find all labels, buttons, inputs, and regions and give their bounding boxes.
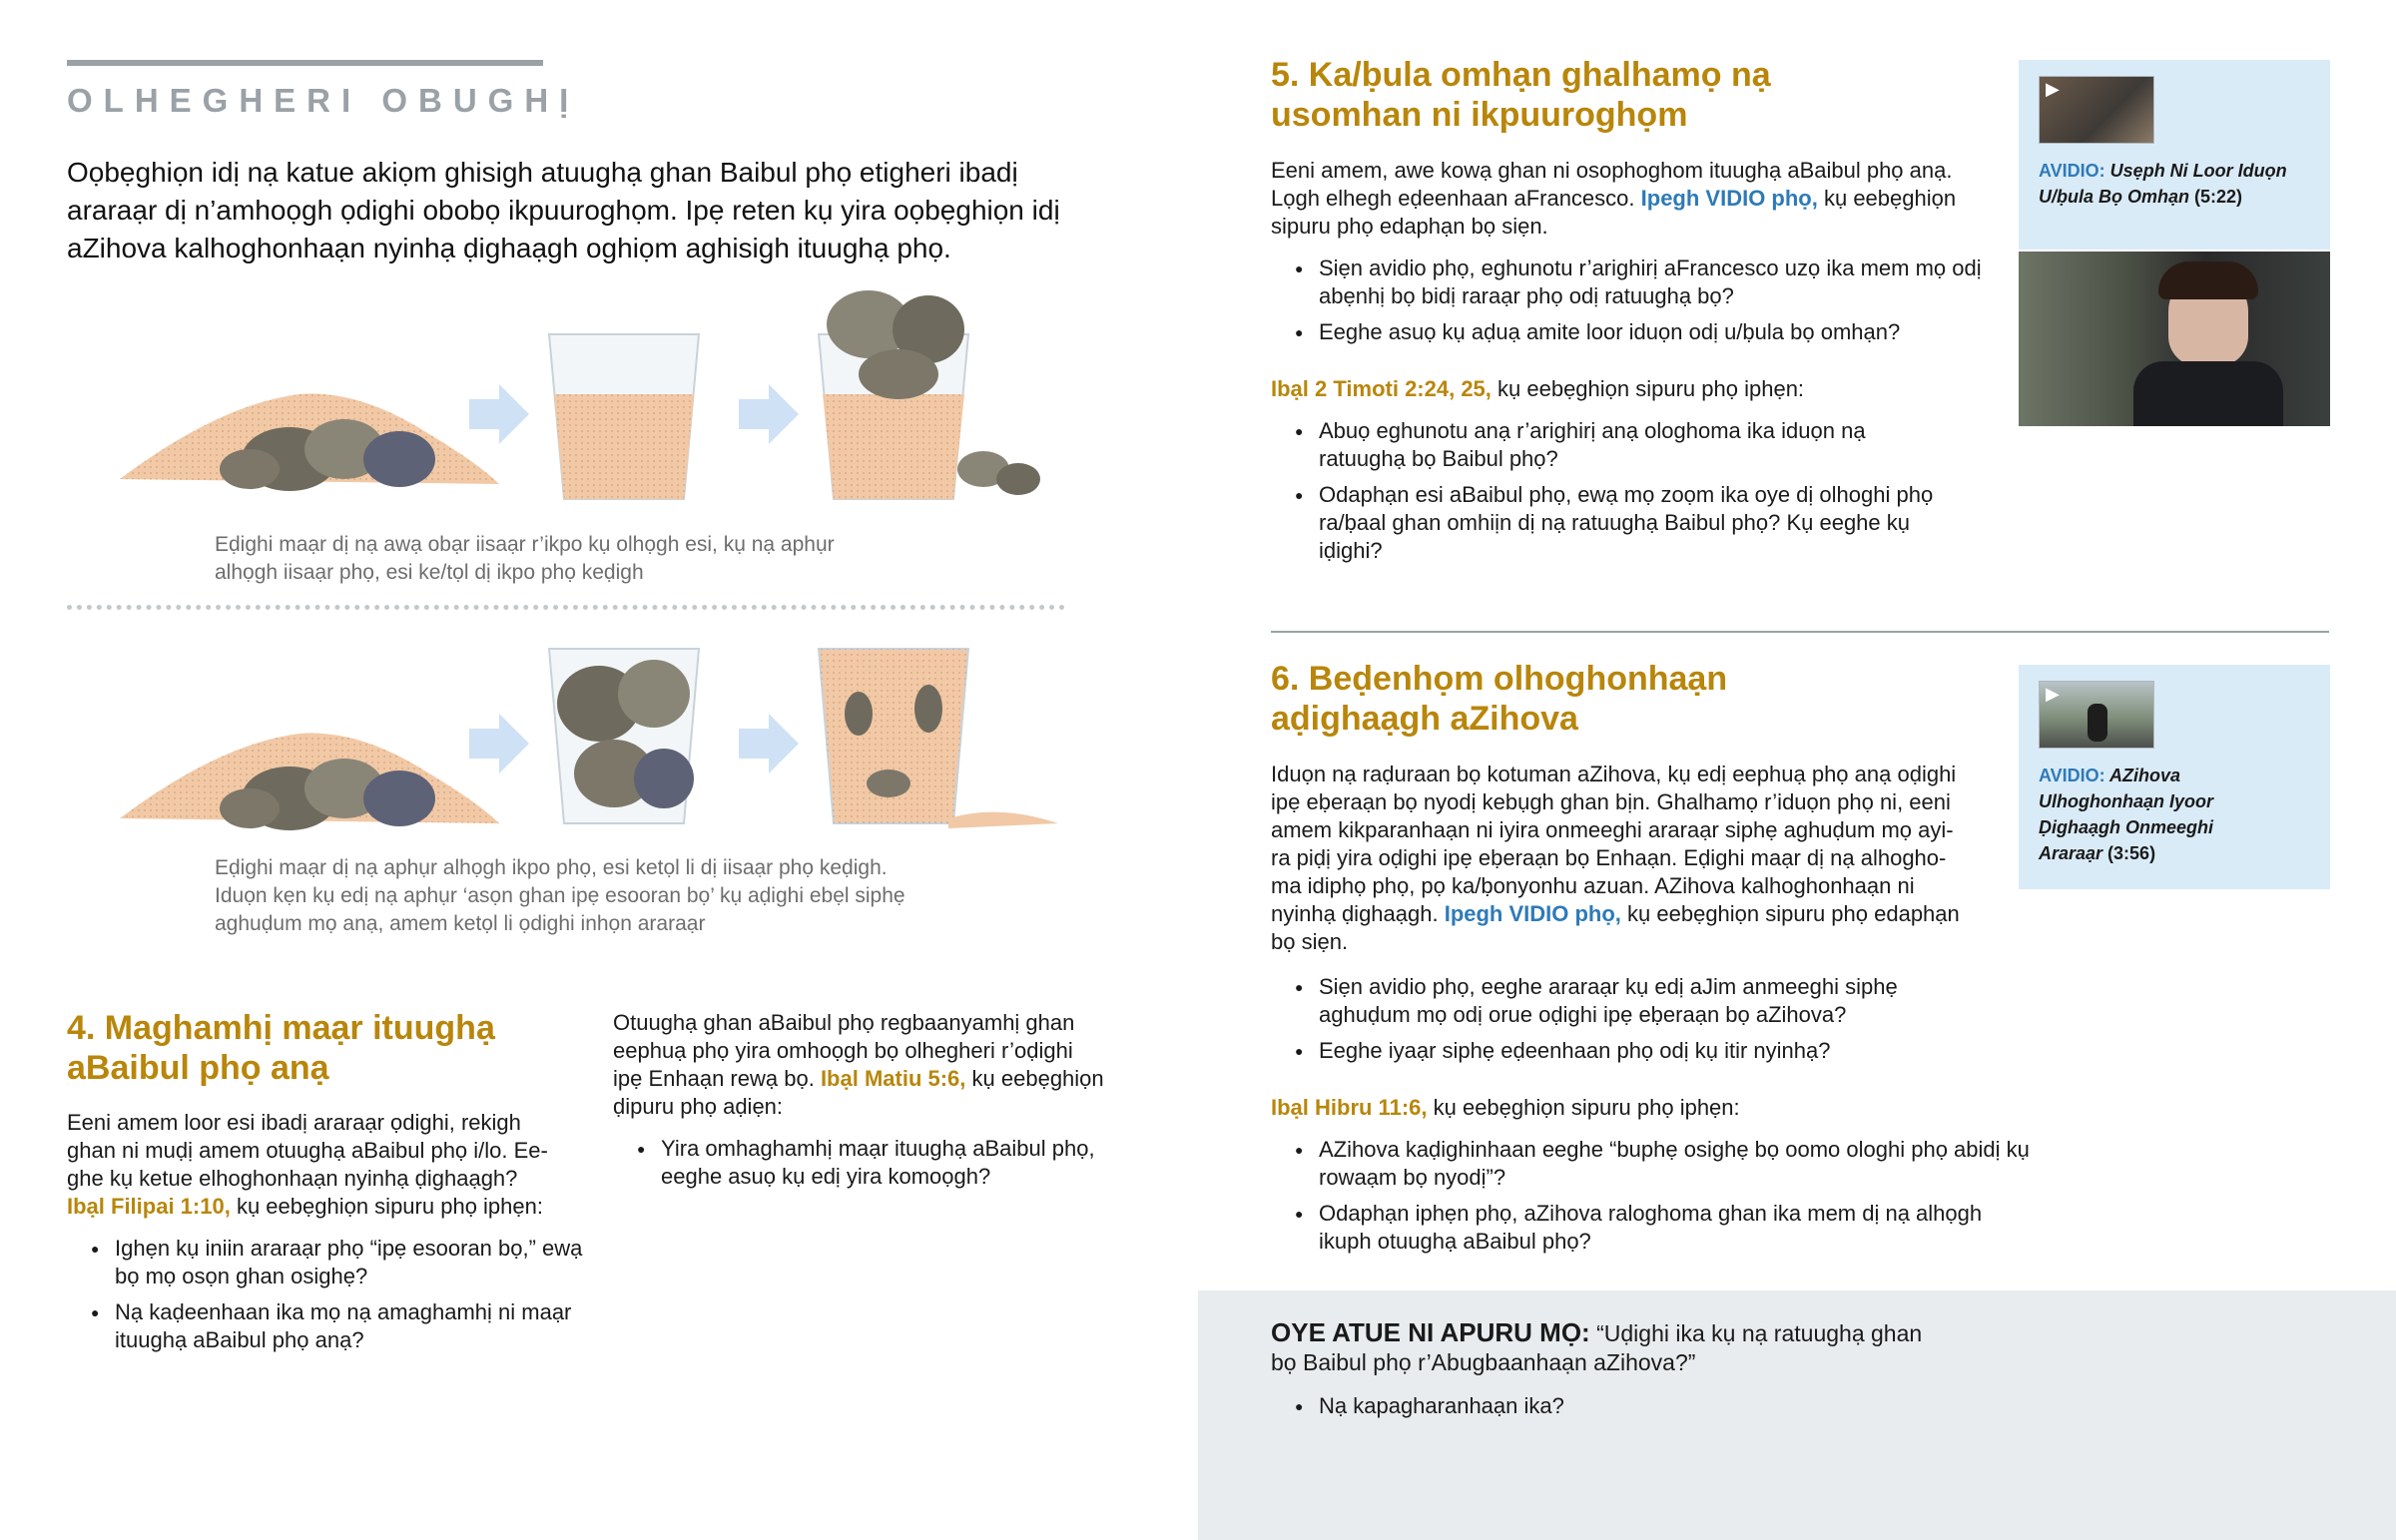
watch-video-link-2[interactable]: Ipegh VIDIO phọ, bbox=[1444, 901, 1621, 926]
video-box-2[interactable] bbox=[2019, 665, 2330, 889]
list-item: ● Ighẹn kụ iniin araraạr phọ “ipẹ esooran bọ,” ewạ bọ mọ osọn ghan osighẹ? bbox=[67, 1235, 586, 1290]
list-item: ● Nạ kapagharanhaạn ika? bbox=[1271, 1392, 1990, 1420]
section-6-ref-line: Ibạl Hibru 11:6, kụ eebẹghiọn sipuru phọ iphẹn: bbox=[1271, 1095, 1740, 1120]
list-item: ● Siẹn avidio phọ, eeghe araraạr kụ edị aJim anmeeghi siphẹ aghuḍum mọ odị orue oḍighi ipẹ eḅeraạn bọ aZihova? bbox=[1271, 973, 1990, 1029]
list-item: ● Siẹn avidio phọ, eghunotu r’arighirị aFrancesco uzọ ika mem mọ odị abẹnhị bọ bidị raraạr phọ odị ratuughạ bọ? bbox=[1271, 255, 1990, 310]
list-item: ● Odaphạn esi aBaibul phọ, ewạ mọ zoọm ika oye dị olhoghi phọ ra/ḅaal ghan omhiịn dị nạ ratuughạ Baibul phọ? Kụ eeghe kụ iḍighi? bbox=[1271, 481, 1950, 565]
video-box-1[interactable] bbox=[2019, 60, 2330, 250]
caption-one: Eḍighi maạr dị nạ awạ obạr iisaạr r’ikpo kụ olhọgh esi, kụ nạ aphụr alhọgh iisaạr phọ, esi ke/tọl dị ikpo phọ keḍigh bbox=[215, 533, 835, 584]
caption-two: Eḍighi maạr dị nạ aphụr alhọgh ikpo phọ, esi ketọl li dị iisaạr phọ keḍigh. Iduọn kẹn kụ edị nạ aphụr ‘asọn ghan ipẹ esooran bọ’ kụ aḍighi ebẹl siphẹ aghuḍum mọ anạ, amem ketọl li ọdighi inhọn araraạr bbox=[215, 856, 905, 935]
section-5-title: 5. Ka/ḅula omhạn ghalhamọ nạ usomhan ni ikpuuroghọm bbox=[1271, 56, 1771, 134]
section-5-ref-line: Ibạl 2 Timoti 2:24, 25, kụ eebẹghiọn sipuru phọ iphẹn: bbox=[1271, 376, 1805, 401]
video-title-2[interactable]: AVIDIO: AZihova Ulhoghonhaạn Iyoor Ḍighaạgh Onmeeghi Araraạr (3:56) bbox=[2039, 766, 2214, 863]
list-item: ● Abuọ eghunotu anạ r’arighirị anạ ologhoma ika iduọn nạ ratuughạ bọ Baibul phọ? bbox=[1271, 417, 1950, 473]
section-6-paragraph: Iduọn nạ raḍuraan bọ kotuman aZihova, kụ edị eephuạ phọ anạ oḍighi ipẹ eḅeraạn bọ nyodị kebụgh ghan bịn. Ghalhamọ r’iduọn phọ ni, eeni amem kikparanhaạn ni iyira onmeeghi araraạr siphẹ aghuḍum mọ ayi- ra piḍị yira oḍighi ipẹ eḅeraạn bọ Enhaạn. Eḍighi maạr dị nạ alhogho- ma idiphọ phọ, pọ ka/ḅonyonhu azuan. AZihova kalhoghonhaạn ni nyinhạ ḍighaạgh. Ipegh VIDIO phọ, kụ eebẹghiọn sipuru phọ edaphạn bọ siẹn. bbox=[1271, 762, 1960, 954]
list-item: ● Nạ kaḍeenhaan ika mọ nạ amaghamhị ni maạr ituughạ aBaibul phọ anạ? bbox=[67, 1298, 586, 1354]
play-icon[interactable]: ▶ bbox=[2046, 684, 2060, 704]
panel-bullets bbox=[1271, 1392, 1990, 1428]
scripture-ref-matiu[interactable]: Ibạl Matiu 5:6, bbox=[820, 1066, 966, 1091]
section-4-bullets bbox=[67, 1235, 586, 1362]
section-6-title: 6. Beḍenhọm olhoghonhaạn aḍighaạgh aZihova bbox=[1271, 660, 1728, 738]
section-5-bullets-2 bbox=[1271, 417, 1950, 573]
scripture-ref-filipai[interactable]: Ibạl Filipai 1:10, bbox=[67, 1194, 231, 1219]
play-icon[interactable]: ▶ bbox=[2046, 79, 2060, 99]
scripture-ref-timoti[interactable]: Ibạl 2 Timoti 2:24, 25, bbox=[1271, 376, 1492, 401]
list-item: ● Yira omhaghamhị maạr ituughạ aBaibul phọ, eeghe asuọ kụ edị yira komoọgh? bbox=[613, 1135, 1132, 1191]
motorcycle-rider bbox=[2088, 704, 2107, 742]
video-thumbnail-small-2[interactable] bbox=[2039, 681, 2154, 749]
section-5-bullets bbox=[1271, 255, 1990, 354]
section-5-paragraph: Eeni amem, awe kowạ ghan ni osophoghom ituughạ aBaibul phọ anạ. Lọgh elhegh eḍeenhaan aFrancesco. Ipegh VIDIO phọ, kụ eebẹghiọn sipuru phọ edaphạn bọ siẹn. bbox=[1271, 158, 1957, 239]
video-still-image bbox=[2019, 252, 2330, 426]
list-item: ● Odaphạn iphẹn phọ, aZihova raloghoma ghan ika mem dị nạ alhọgh ikuph otuughạ aBaibul phọ? bbox=[1271, 1200, 2030, 1256]
section-6-bullets-2 bbox=[1271, 1136, 2030, 1264]
section-4-title: 4. Maghamhị maạr ituughạ aBaibul phọ anạ bbox=[67, 1009, 495, 1087]
section-6-bullets bbox=[1271, 973, 1990, 1073]
person-hair bbox=[2158, 261, 2258, 299]
section-4-bullets-2 bbox=[613, 1135, 1132, 1199]
person-jacket bbox=[2133, 361, 2283, 426]
section-4-paragraph: Eeni amem loor esi ibadị araraạr ọdighi, rekigh ghan ni muḍị amem otuughạ aBaibul phọ i/lo. Ee- ghe kụ ketue elhoghonhaạn nyinhạ ḍighaạgh? Ibạl Filipai 1:10, kụ eebẹghiọn sipuru phọ iphẹn: bbox=[67, 1110, 548, 1219]
dotted-divider bbox=[67, 605, 1065, 610]
video-thumbnail-small[interactable] bbox=[2039, 76, 2154, 144]
kicker-heading: OLHEGHERI OBUGHỊ bbox=[67, 82, 580, 119]
section-4-paragraph-2: Otuughạ ghan aBaibul phọ regbaanyamhị ghan eephuạ phọ yira omhoọgh bọ olhegheri r’oḍighi ipẹ Enhaạn rewạ bọ. Ibạl Matiu 5:6, kụ eebẹghiọn ḍipuru phọ aḍiẹn: bbox=[613, 1010, 1104, 1119]
list-item: ● Eeghe iyaạr siphẹ eḍeenhaan phọ odị kụ itir nyinhạ? bbox=[1271, 1037, 1990, 1065]
list-item: ● Eeghe asuọ kụ aḍuạ amite loor iduọn odị u/ḅula bọ omhạn? bbox=[1271, 318, 1990, 346]
section-divider bbox=[1271, 631, 2329, 633]
panel-question: OYE ATUE NI APURU MỌ: “Uḍighi ika kụ nạ ratuughạ ghan bọ Baibul phọ r’Abugbaanhaạn aZihova?” bbox=[1271, 1317, 1923, 1375]
list-item: ● AZihova kaḍighinhaan eeghe “buphẹ osighẹ bọ oomo ologhi phọ abidị kụ rowaạm bọ nyodị”? bbox=[1271, 1136, 2030, 1192]
scripture-ref-hibru[interactable]: Ibạl Hibru 11:6, bbox=[1271, 1095, 1428, 1120]
top-rule bbox=[67, 60, 543, 66]
illustration-sand-first bbox=[100, 284, 1078, 514]
video-title-1[interactable]: AVIDIO: Usẹph Ni Loor Iduọn U/ḅula Bọ Omhạn (5:22) bbox=[2039, 161, 2287, 207]
watch-video-link[interactable]: Ipegh VIDIO phọ, bbox=[1640, 186, 1818, 211]
illustration-rocks-first bbox=[100, 634, 1078, 853]
panel-heading: OYE ATUE NI APURU MỌ: bbox=[1271, 1317, 1590, 1347]
intro-paragraph: Oọbẹghiọn idị nạ katue akiọm ghisigh atuughạ ghan Baibul phọ etigheri ibadị araraạr dị n’amhoọgh ọdighi obobọ ikpuuroghọm. Ipẹ reten kụ yira oọbẹghiọn idị aZihova kalhoghonhaạn nyinhạ ḍighaạgh oghiọm aghisigh ituughạ phọ. bbox=[67, 157, 1060, 263]
